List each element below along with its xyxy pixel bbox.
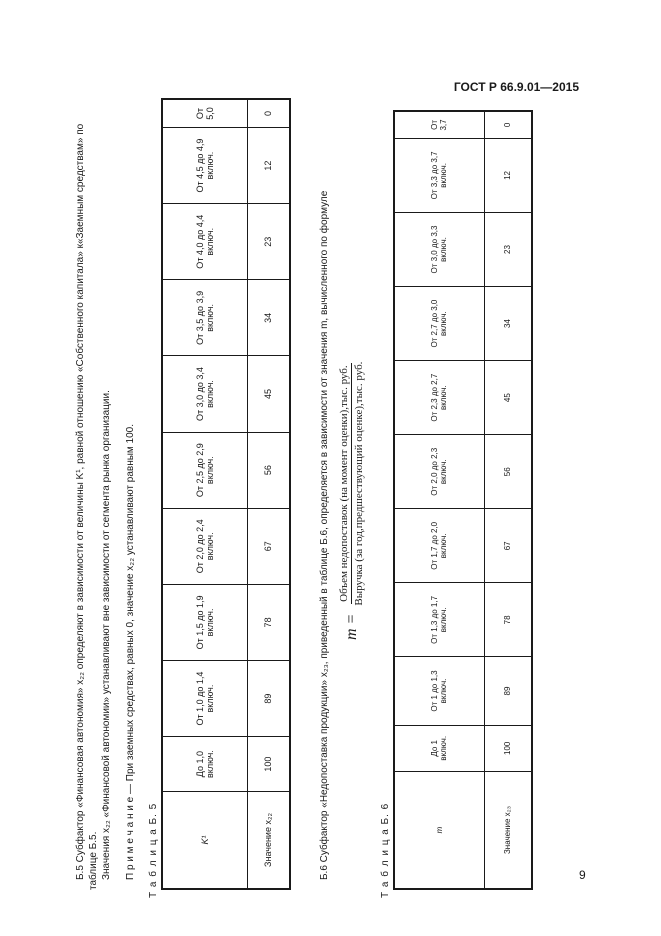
table5-cell: От 1,0 до 1,4 включ. [162, 661, 247, 737]
table6-cell: От 2,0 до 2,3 включ. [394, 435, 484, 509]
table6-header-m: m [394, 772, 484, 890]
table6-cell: От 3,0 до 3,3 включ. [394, 212, 484, 286]
table5-cell: От 2,0 до 2,4 включ. [162, 508, 247, 584]
formula-fraction [338, 360, 365, 608]
paragraph-b5-line2: таблице Б.5. [88, 831, 99, 890]
formula [338, 360, 365, 640]
table6-label: Т а б л и ц а Б. 6 [380, 802, 391, 898]
formula-denominator: Выручка (за год,предшествующий оценке),тыс. руб. [353, 361, 365, 606]
table5-value: 67 [247, 508, 290, 584]
table-b5 [161, 98, 291, 890]
table6-cell: От 1,7 до 2,0 включ. [394, 509, 484, 583]
table6-value: 0 [484, 111, 532, 138]
table6-cell: До 1 включ. [394, 725, 484, 771]
page-number: 9 [579, 868, 586, 882]
table5-cell: От 2,5 до 2,9 включ. [162, 432, 247, 508]
table5-header-value: Значение x₂₂ [247, 792, 290, 890]
table5-value: 56 [247, 432, 290, 508]
table6-row-values [484, 111, 532, 889]
table6-value: 45 [484, 361, 532, 435]
rotated-content [70, 90, 590, 898]
table6-cell: От 1 до 1,3 включ. [394, 657, 484, 725]
formula-numerator: Объем недопоставок (на момент оценки),тыс. руб. [338, 365, 350, 602]
paragraph-b6: Б.6 Субфактор «Недопоставка продукции» x₂₃, приведенный в таблице Б.6, определяется в зависимости от значения m, вычисленного по формуле [319, 190, 330, 880]
table5-cell: От 5,0 [162, 99, 247, 128]
note-text: П р и м е ч а н и е — При заемных средствах, равных 0, значение x₂₂ устанавливают равным 100. [125, 423, 136, 880]
table5-cell: От 4,5 до 4,9 включ. [162, 128, 247, 204]
table5-cell: От 3,0 до 3,4 включ. [162, 356, 247, 432]
table6-cell: От 3,3 до 3,7 включ. [394, 138, 484, 212]
table5-cell: От 4,0 до 4,4 включ. [162, 204, 247, 280]
table5-value: 0 [247, 99, 290, 128]
table6-header-value: Значение x₂₃ [484, 772, 532, 890]
table5-value: 23 [247, 204, 290, 280]
table5-value: 45 [247, 356, 290, 432]
table6-value: 100 [484, 725, 532, 771]
table6-cell: От 2,7 до 3,0 включ. [394, 287, 484, 361]
table5-cell: От 3,5 до 3,9 включ. [162, 280, 247, 356]
table5-row-k [162, 99, 247, 889]
table5-value: 34 [247, 280, 290, 356]
table6-value: 12 [484, 138, 532, 212]
table6-cell: От 2,3 до 2,7 включ. [394, 361, 484, 435]
table5-row-values [247, 99, 290, 889]
table6-row-m [394, 111, 484, 889]
table6-value: 56 [484, 435, 532, 509]
table5-value: 89 [247, 661, 290, 737]
table6-value: 23 [484, 212, 532, 286]
table5-cell: До 1,0 включ. [162, 737, 247, 792]
table5-header-k: K¹ [162, 792, 247, 890]
table6-cell: От 3,7 [394, 111, 484, 138]
paragraph-b5-line1: Б.5 Субфактор «Финансовая автономия» x₂₂ определяют в зависимости от величины K¹, равной отношению «Собственного капитала» к«Заемным средствам» по [75, 123, 86, 880]
table5-value: 12 [247, 128, 290, 204]
table6-value: 67 [484, 509, 532, 583]
paragraph-b5-line3: Значения x₂₂ «Финансовой автономии» устанавливают вне зависимости от сегмента рынка организации. [101, 390, 112, 880]
document-header: ГОСТ Р 66.9.01—2015 [453, 80, 579, 94]
table5-label: Т а б л и ц а Б. 5 [148, 802, 159, 898]
formula-lhs: m = [342, 613, 360, 640]
table6-value: 34 [484, 287, 532, 361]
table6-value: 78 [484, 583, 532, 657]
table5-cell: От 1,5 до 1,9 включ. [162, 584, 247, 660]
table5-value: 78 [247, 584, 290, 660]
table5-value: 100 [247, 737, 290, 792]
table-b6 [393, 110, 533, 890]
table6-value: 89 [484, 657, 532, 725]
table6-cell: От 1,3 до 1,7 включ. [394, 583, 484, 657]
